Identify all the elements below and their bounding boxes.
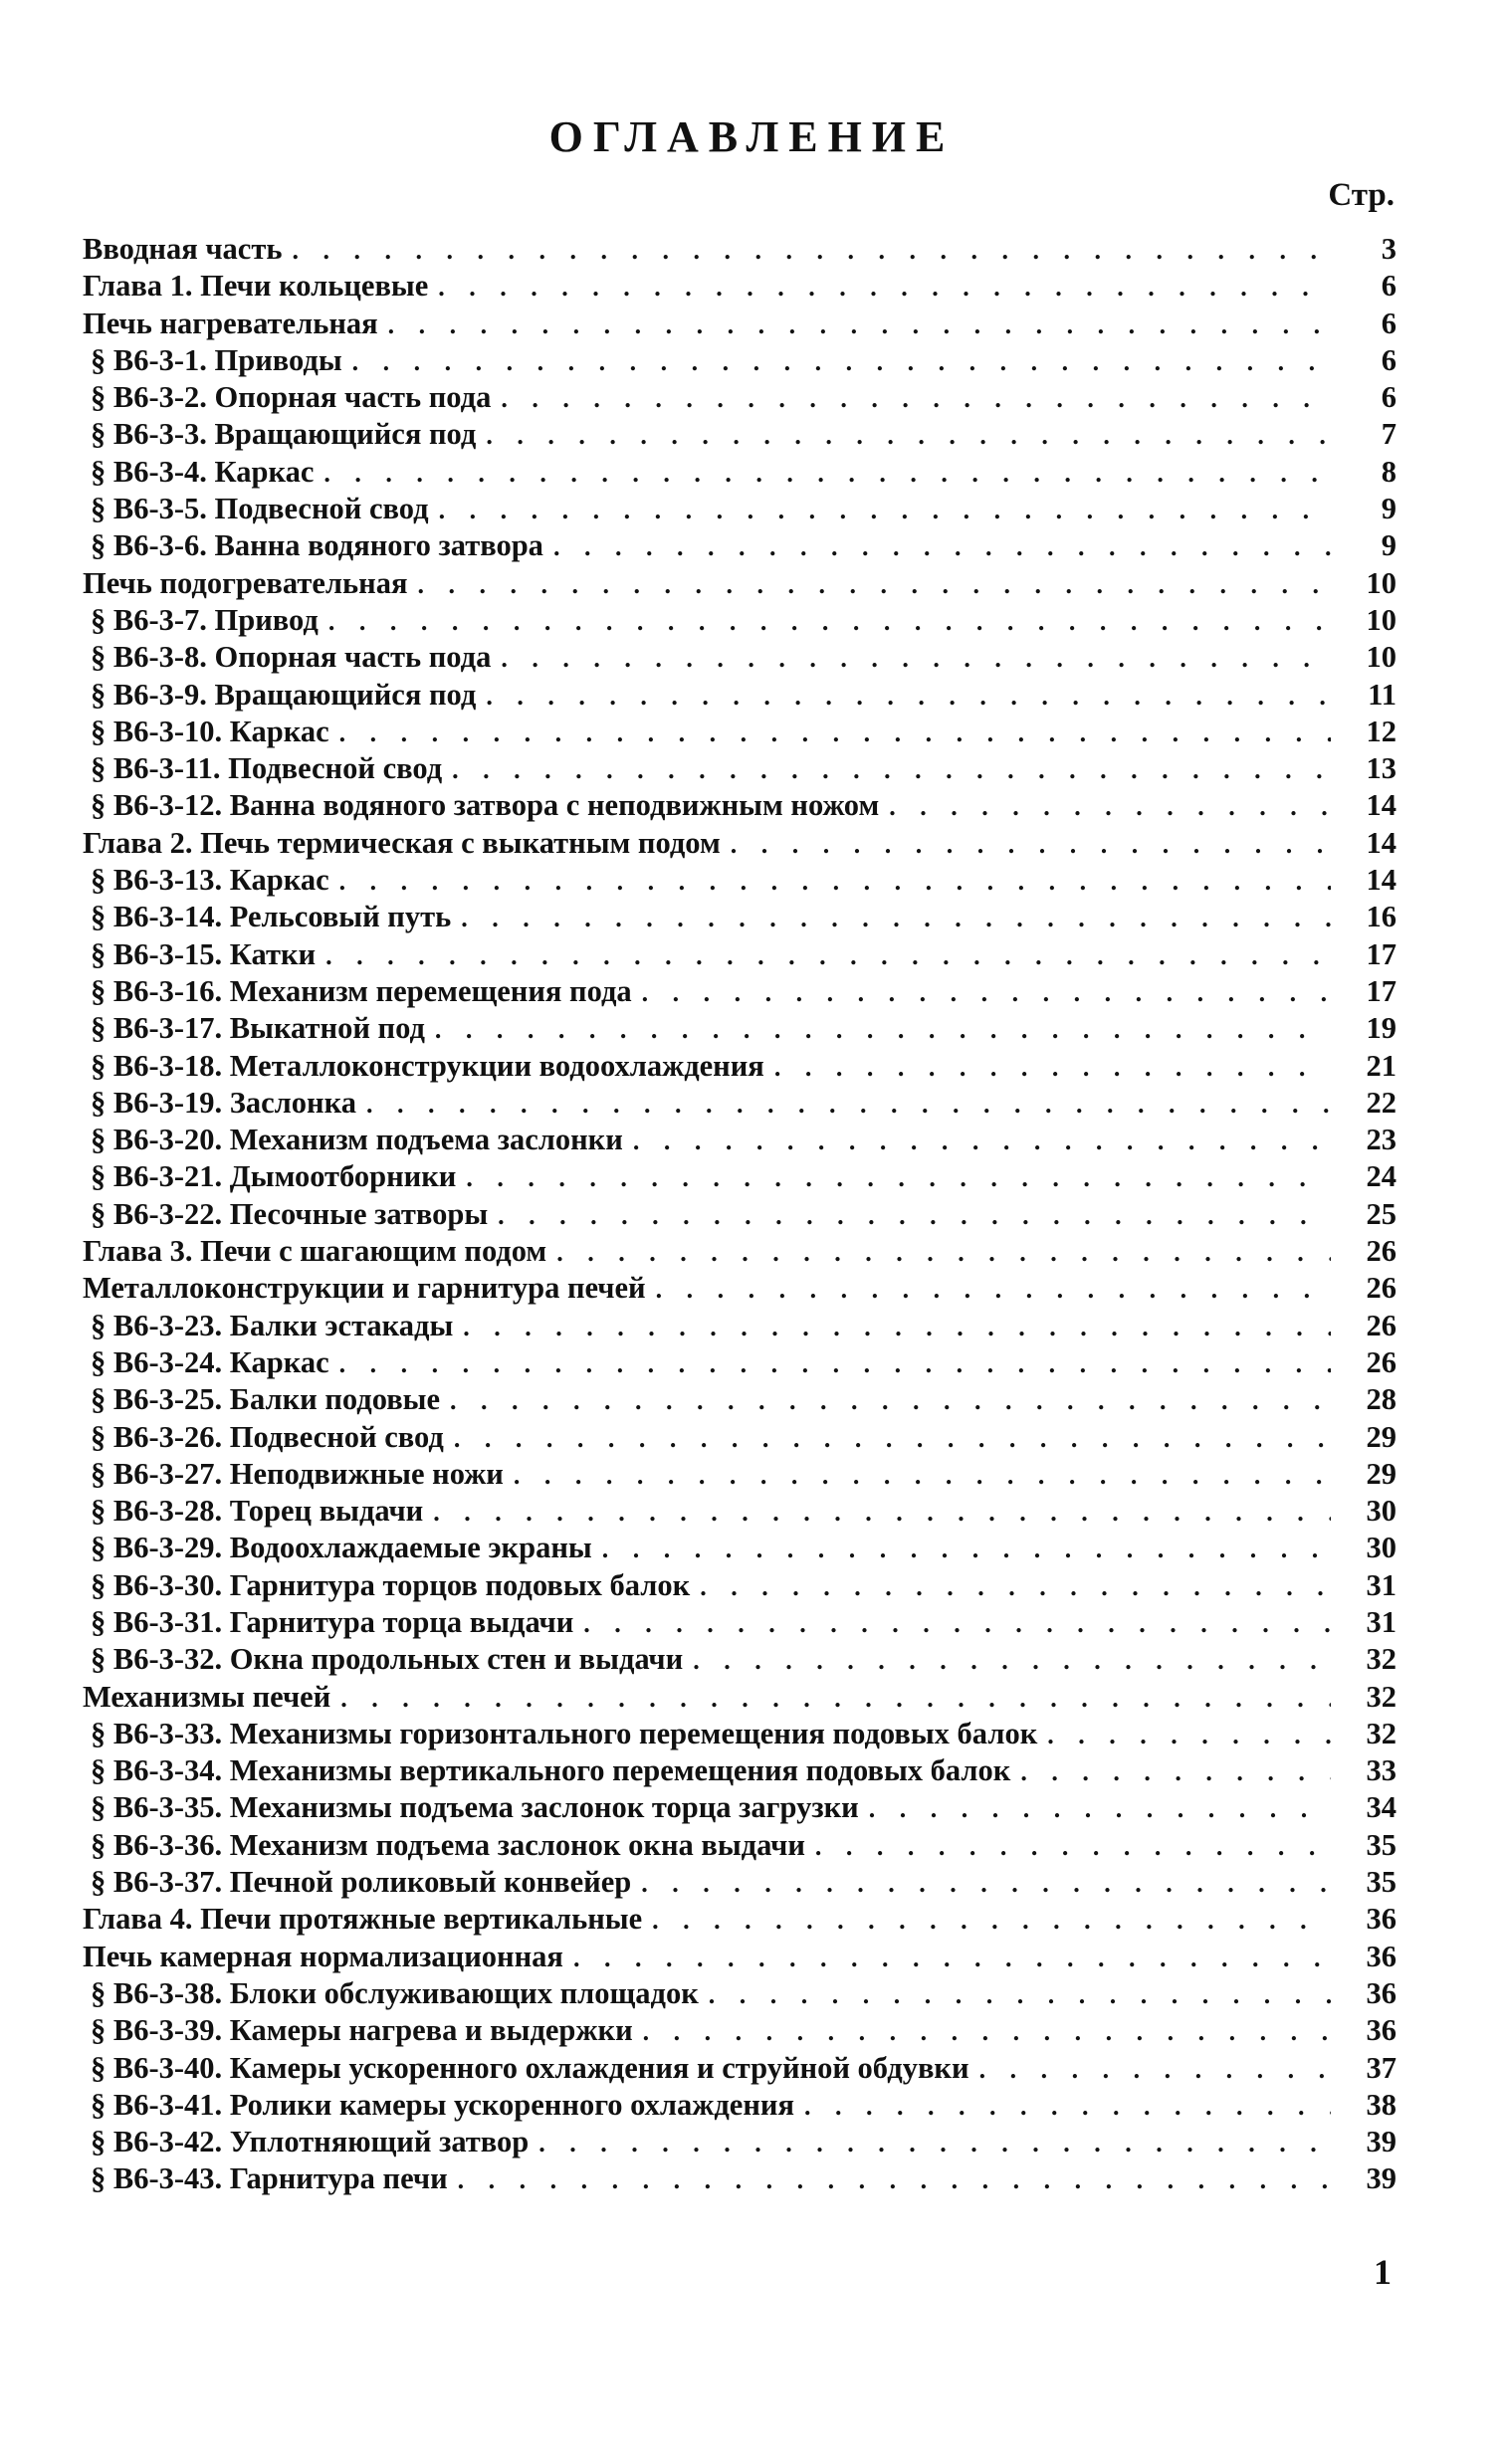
- toc-entry: [83, 565, 1397, 602]
- dot-leader: [652, 1902, 1331, 1939]
- toc-entry: [83, 1975, 1397, 2012]
- page-column-label: Стр.: [1328, 177, 1395, 213]
- toc-entry: [83, 1010, 1397, 1047]
- dot-leader: [573, 1940, 1331, 1976]
- toc-entry-label: § В6-3-25. Балки подовые: [91, 1382, 441, 1417]
- dot-leader: [452, 751, 1331, 788]
- toc-entry-page: 26: [1366, 1271, 1397, 1306]
- toc-entry: [83, 936, 1397, 973]
- toc-entry-label: § В6-3-29. Водоохлаждаемые экраны: [91, 1531, 592, 1565]
- toc-entry-label: § В6-3-35. Механизмы подъема заслонок торца загрузки: [91, 1790, 859, 1825]
- toc-entry-page: 6: [1381, 306, 1397, 340]
- toc-entry: [83, 2160, 1397, 2197]
- dot-leader: [633, 1123, 1331, 1159]
- toc-entry: [83, 1456, 1397, 1493]
- dot-leader: [774, 1049, 1331, 1086]
- toc-entry-label: § В6-3-12. Ванна водяного затвора с неподвижным ножом: [91, 788, 880, 823]
- dot-leader: [433, 1494, 1331, 1531]
- dot-leader: [501, 380, 1331, 417]
- toc-entry-page: 26: [1366, 1234, 1397, 1269]
- toc-entry: [83, 1752, 1397, 1789]
- toc-entry-label: § В6-3-3. Вращающийся под: [91, 417, 477, 452]
- toc-entry-label: § В6-3-38. Блоки обслуживающих площадок: [91, 1975, 699, 2010]
- page-number: 1: [1374, 2252, 1392, 2292]
- dot-leader: [323, 455, 1331, 492]
- dot-leader: [461, 900, 1331, 936]
- toc-entry: [83, 1085, 1397, 1122]
- toc-entry: [83, 1344, 1397, 1381]
- toc-entry-page: 39: [1366, 2161, 1397, 2196]
- toc-entry: [83, 379, 1397, 416]
- toc-entry: [83, 1530, 1397, 1566]
- dot-leader: [498, 1197, 1331, 1234]
- toc-entry: [83, 231, 1397, 268]
- toc-entry-label: Вводная часть: [83, 232, 283, 266]
- toc-entry-label: § В6-3-24. Каркас: [91, 1344, 329, 1379]
- toc-entry: [83, 454, 1397, 491]
- toc-entry: [83, 527, 1397, 564]
- dot-leader: [339, 1345, 1331, 1382]
- toc-entry-page: 10: [1366, 640, 1397, 675]
- toc-entry: [83, 1419, 1397, 1456]
- toc-entry-page: 35: [1366, 1865, 1397, 1900]
- toc-entry-label: § В6-3-17. Выкатной под: [91, 1011, 425, 1046]
- toc-entry-page: 6: [1381, 269, 1397, 304]
- toc-entry-page: 14: [1366, 863, 1397, 898]
- dot-leader: [328, 603, 1331, 640]
- dot-leader: [1047, 1717, 1331, 1753]
- toc-entry-page: 38: [1366, 2087, 1397, 2122]
- toc-entry: [83, 602, 1397, 639]
- toc-entry-page: 19: [1366, 1011, 1397, 1046]
- toc-entry-label: § В6-3-39. Камеры нагрева и выдержки: [91, 2013, 633, 2048]
- toc-entry: [83, 491, 1397, 527]
- toc-entry-page: 34: [1366, 1790, 1397, 1825]
- dot-leader: [869, 1790, 1331, 1827]
- toc-entry-page: 31: [1366, 1567, 1397, 1602]
- toc-entry: [83, 1939, 1397, 1975]
- toc-entry-label: § В6-3-14. Рельсовый путь: [91, 900, 452, 934]
- toc-entry: [83, 1604, 1397, 1641]
- toc-entry-page: 32: [1366, 1679, 1397, 1714]
- toc-entry: [83, 1048, 1397, 1085]
- toc-entry-page: 36: [1366, 2013, 1397, 2048]
- dot-leader: [642, 974, 1331, 1011]
- toc-entry-page: 30: [1366, 1494, 1397, 1529]
- toc-entry-page: 32: [1366, 1642, 1397, 1677]
- toc-entry: [83, 2124, 1397, 2160]
- toc-entry-label: Печь нагревательная: [83, 306, 378, 340]
- toc-entry-page: 16: [1366, 900, 1397, 934]
- toc-entry: [83, 1864, 1397, 1901]
- toc-entry: [83, 2050, 1397, 2087]
- dot-leader: [435, 1011, 1331, 1048]
- toc-entry: [83, 342, 1397, 379]
- toc-entry: [83, 2087, 1397, 2124]
- toc-entry: [83, 1308, 1397, 1344]
- toc-entry: [83, 416, 1397, 453]
- toc-entry: [83, 714, 1397, 750]
- toc-entry-label: § В6-3-23. Балки эстакады: [91, 1308, 454, 1342]
- dot-leader: [366, 1086, 1331, 1123]
- toc-entry-label: Глава 4. Печи протяжные вертикальные: [83, 1902, 643, 1937]
- dot-leader: [1020, 1753, 1331, 1790]
- toc-entry-label: § В6-3-11. Подвесной свод: [91, 751, 443, 786]
- toc-entry: [83, 2012, 1397, 2049]
- toc-entry-page: 28: [1366, 1382, 1397, 1417]
- dot-leader: [602, 1531, 1331, 1567]
- dot-leader: [339, 863, 1331, 900]
- dot-leader: [979, 2051, 1331, 2088]
- dot-leader: [438, 269, 1331, 306]
- toc-entry-page: 31: [1366, 1604, 1397, 1639]
- toc-entry-page: 35: [1366, 1827, 1397, 1862]
- dot-leader: [463, 1309, 1331, 1345]
- dot-leader: [538, 2125, 1331, 2161]
- toc-entry-page: 26: [1366, 1308, 1397, 1342]
- dot-leader: [325, 937, 1331, 974]
- toc-entry: [83, 862, 1397, 899]
- toc-entry: [83, 825, 1397, 862]
- dot-leader: [643, 2013, 1331, 2050]
- toc-entry: [83, 1381, 1397, 1418]
- toc-entry-page: 10: [1366, 565, 1397, 600]
- toc-entry: [83, 1158, 1397, 1195]
- toc-entry-label: § В6-3-5. Подвесной свод: [91, 492, 429, 526]
- table-of-contents: [83, 231, 1397, 2198]
- toc-entry-page: 36: [1366, 1939, 1397, 1973]
- toc-entry-label: § В6-3-40. Камеры ускоренного охлаждения и струйной обдувки: [91, 2050, 969, 2085]
- toc-entry-page: 14: [1366, 825, 1397, 860]
- toc-entry-label: § В6-3-41. Ролики камеры ускоренного охлаждения: [91, 2087, 794, 2122]
- toc-entry-label: § В6-3-26. Подвесной свод: [91, 1419, 444, 1454]
- dot-leader: [486, 678, 1331, 715]
- dot-leader: [388, 307, 1331, 343]
- dot-leader: [553, 528, 1331, 565]
- toc-entry-label: § В6-3-20. Механизм подъема заслонки: [91, 1123, 623, 1157]
- toc-entry: [83, 1716, 1397, 1752]
- toc-entry-label: § В6-3-34. Механизмы вертикального перемещения подовых балок: [91, 1753, 1011, 1788]
- dot-leader: [889, 788, 1331, 825]
- toc-entry-page: 25: [1366, 1196, 1397, 1231]
- toc-entry: [83, 639, 1397, 676]
- dot-leader: [700, 1568, 1331, 1605]
- toc-entry-page: 10: [1366, 602, 1397, 637]
- toc-entry-label: § В6-3-2. Опорная часть пода: [91, 380, 492, 415]
- toc-entry: [83, 1270, 1397, 1307]
- dot-leader: [486, 417, 1331, 454]
- toc-entry-label: § В6-3-22. Песочные затворы: [91, 1196, 489, 1231]
- toc-entry-page: 29: [1366, 1456, 1397, 1491]
- toc-entry-label: § В6-3-7. Привод: [91, 602, 319, 637]
- toc-entry-label: § В6-3-43. Гарнитура печи: [91, 2161, 448, 2196]
- dot-leader: [641, 1865, 1331, 1902]
- toc-entry-page: 37: [1366, 2050, 1397, 2085]
- toc-entry: [83, 1679, 1397, 1716]
- toc-entry-page: 17: [1366, 973, 1397, 1008]
- toc-entry-page: 12: [1366, 714, 1397, 748]
- dot-leader: [693, 1642, 1331, 1679]
- dot-leader: [583, 1605, 1331, 1642]
- toc-entry-label: § В6-3-1. Приводы: [91, 342, 342, 377]
- toc-entry: [83, 899, 1397, 935]
- toc-entry-page: 7: [1381, 417, 1397, 452]
- toc-entry-page: 33: [1366, 1753, 1397, 1788]
- toc-entry: [83, 1567, 1397, 1604]
- toc-entry-page: 6: [1381, 342, 1397, 377]
- toc-entry-label: § В6-3-30. Гарнитура торцов подовых балок: [91, 1567, 691, 1602]
- toc-entry-label: § В6-3-4. Каркас: [91, 454, 315, 489]
- dot-leader: [454, 1420, 1331, 1457]
- dot-leader: [656, 1271, 1331, 1308]
- toc-entry-label: § В6-3-19. Заслонка: [91, 1085, 356, 1120]
- dot-leader: [439, 492, 1331, 528]
- toc-entry-label: Печь подогревательная: [83, 565, 408, 600]
- toc-entry: [83, 306, 1397, 342]
- dot-leader: [352, 343, 1331, 380]
- toc-entry-page: 29: [1366, 1419, 1397, 1454]
- toc-entry-page: 9: [1381, 492, 1397, 526]
- toc-entry-page: 26: [1366, 1344, 1397, 1379]
- toc-entry: [83, 268, 1397, 305]
- dot-leader: [340, 1680, 1331, 1717]
- toc-entry-label: § В6-3-42. Уплотняющий затвор: [91, 2125, 530, 2159]
- toc-entry-label: § В6-3-27. Неподвижные ножи: [91, 1456, 504, 1491]
- toc-entry-page: 22: [1366, 1085, 1397, 1120]
- toc-entry-label: § В6-3-8. Опорная часть пода: [91, 640, 492, 675]
- toc-entry-page: 24: [1366, 1159, 1397, 1194]
- toc-entry-label: Глава 1. Печи кольцевые: [83, 269, 429, 304]
- toc-entry-label: Печь камерная нормализационная: [83, 1939, 563, 1973]
- toc-entry-page: 36: [1366, 1902, 1397, 1937]
- toc-entry-page: 23: [1366, 1123, 1397, 1157]
- toc-entry-page: 36: [1366, 1975, 1397, 2010]
- toc-entry: [83, 1789, 1397, 1826]
- toc-entry-label: Металлоконструкции и гарнитура печей: [83, 1271, 646, 1306]
- dot-leader: [804, 2088, 1331, 2125]
- dot-leader: [731, 826, 1331, 863]
- toc-entry-label: § В6-3-36. Механизм подъема заслонок окна выдачи: [91, 1827, 805, 1862]
- toc-entry-page: 39: [1366, 2125, 1397, 2159]
- toc-entry-page: 13: [1366, 751, 1397, 786]
- toc-entry-page: 9: [1381, 528, 1397, 563]
- toc-entry-page: 6: [1381, 380, 1397, 415]
- dot-leader: [339, 715, 1331, 751]
- toc-entry-label: Механизмы печей: [83, 1679, 331, 1714]
- toc-entry-label: § В6-3-6. Ванна водяного затвора: [91, 528, 543, 563]
- toc-entry: [83, 1233, 1397, 1270]
- toc-entry-label: § В6-3-28. Торец выдачи: [91, 1494, 424, 1529]
- toc-entry: [83, 677, 1397, 714]
- dot-leader: [466, 1159, 1331, 1196]
- toc-entry-label: § В6-3-21. Дымоотборники: [91, 1159, 457, 1194]
- dot-leader: [556, 1234, 1331, 1271]
- dot-leader: [450, 1382, 1331, 1419]
- toc-entry-page: 30: [1366, 1531, 1397, 1565]
- dot-leader: [815, 1828, 1331, 1865]
- toc-entry-label: § В6-3-31. Гарнитура торца выдачи: [91, 1604, 574, 1639]
- toc-entry-label: § В6-3-15. Катки: [91, 936, 317, 971]
- toc-entry: [83, 1827, 1397, 1864]
- toc-entry-label: § В6-3-13. Каркас: [91, 863, 329, 898]
- toc-entry-label: Глава 3. Печи с шагающим подом: [83, 1234, 547, 1269]
- toc-entry-page: 32: [1366, 1716, 1397, 1750]
- toc-entry: [83, 787, 1397, 824]
- toc-entry-page: 8: [1381, 454, 1397, 489]
- toc-entry-page: 17: [1366, 936, 1397, 971]
- dot-leader: [501, 640, 1331, 677]
- toc-entry-label: § В6-3-16. Механизм перемещения пода: [91, 973, 632, 1008]
- page-title: ОГЛАВЛЕНИЕ: [548, 112, 956, 161]
- toc-entry-label: § В6-3-18. Металлоконструкции водоохлаждения: [91, 1048, 764, 1083]
- toc-entry-label: § В6-3-32. Окна продольных стен и выдачи: [91, 1642, 684, 1677]
- toc-entry: [83, 750, 1397, 787]
- toc-entry: [83, 1641, 1397, 1678]
- dot-leader: [514, 1457, 1331, 1494]
- toc-entry: [83, 1122, 1397, 1158]
- dot-leader: [709, 1976, 1331, 2013]
- toc-entry: [83, 1196, 1397, 1233]
- toc-entry-label: § В6-3-9. Вращающийся под: [91, 677, 477, 712]
- toc-entry-label: § В6-3-33. Механизмы горизонтального перемещения подовых балок: [91, 1716, 1038, 1750]
- toc-entry: [83, 973, 1397, 1010]
- toc-entry-label: § В6-3-10. Каркас: [91, 714, 329, 748]
- dot-leader: [458, 2161, 1331, 2198]
- toc-entry-page: 14: [1366, 788, 1397, 823]
- toc-entry-label: § В6-3-37. Печной роликовый конвейер: [91, 1865, 632, 1900]
- toc-entry-label: Глава 2. Печь термическая с выкатным подом: [83, 825, 721, 860]
- toc-entry-page: 3: [1381, 232, 1397, 266]
- toc-entry: [83, 1901, 1397, 1938]
- dot-leader: [417, 566, 1331, 603]
- toc-entry-page: 11: [1368, 677, 1397, 712]
- toc-entry-page: 21: [1366, 1048, 1397, 1083]
- dot-leader: [292, 232, 1331, 269]
- toc-entry: [83, 1493, 1397, 1530]
